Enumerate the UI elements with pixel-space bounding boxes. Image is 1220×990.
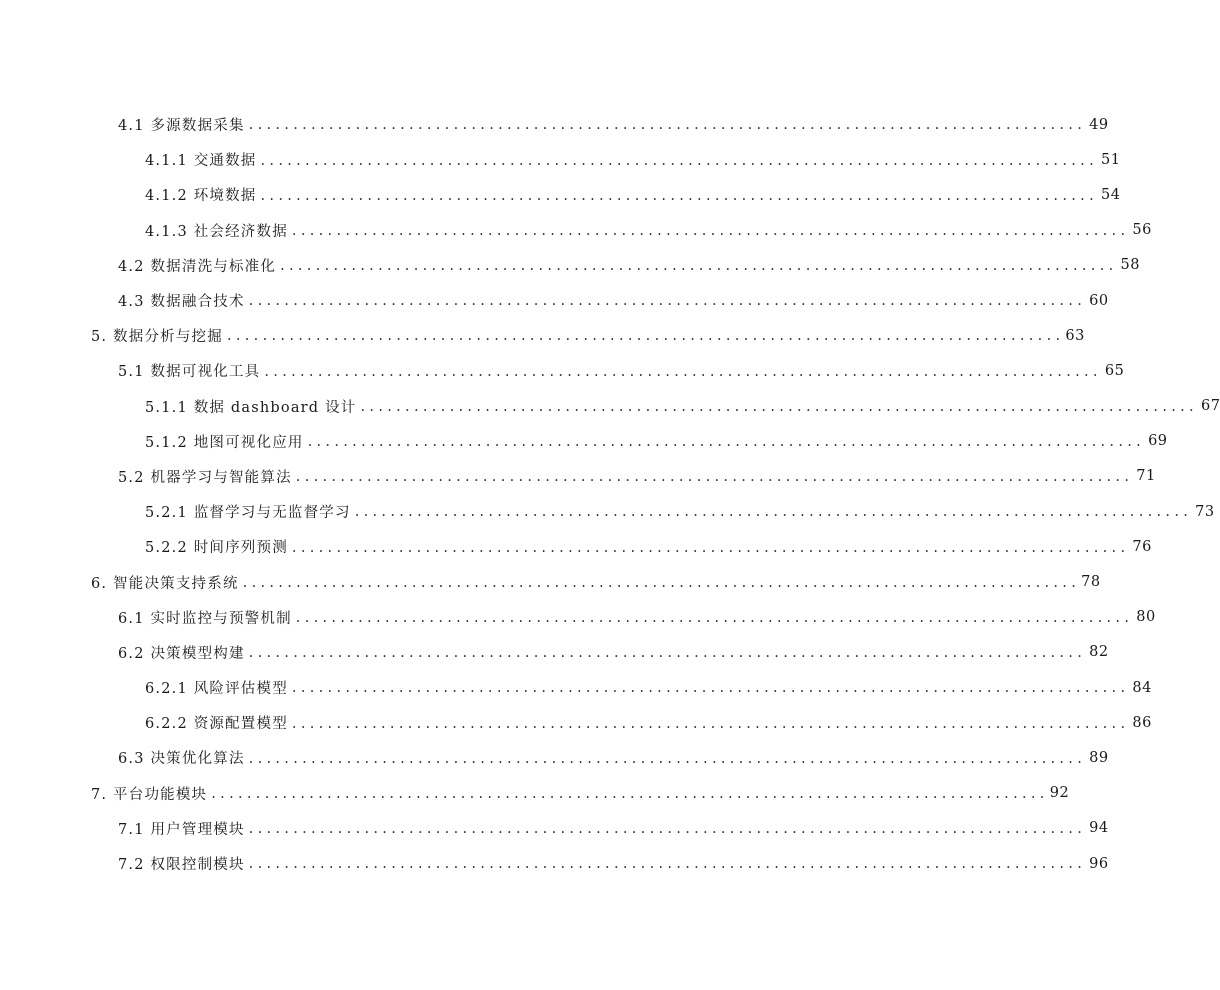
toc-entry-label: 4.3 数据融合技术: [118, 290, 247, 311]
toc-entry-label: 6.3 决策优化算法: [118, 747, 247, 768]
toc-entry-page: 92: [1049, 785, 1070, 802]
toc-entry-page: 94: [1089, 820, 1109, 837]
dot-leader: ..............................................................................................: [242, 574, 1081, 591]
dot-leader: ..............................................................................................: [354, 504, 1193, 521]
toc-entry: [0, 740, 1109, 775]
toc-entry-page: 54: [1100, 186, 1121, 203]
toc-entry-label: 6.2 决策模型构建: [118, 642, 247, 663]
dot-leader: ..............................................................................................: [360, 398, 1198, 415]
toc-entry: [0, 283, 1109, 318]
dot-leader: ..............................................................................................: [295, 609, 1134, 626]
toc-entry-label: 4.1.2 环境数据: [145, 184, 259, 205]
toc-entry-label: 7.2 权限控制模块: [118, 853, 247, 874]
toc-entry: [0, 248, 1140, 283]
toc-entry-page: 67: [1200, 398, 1220, 415]
dot-leader: ..............................................................................................: [248, 821, 1087, 838]
toc-entry-label: 5.2.2 时间序列预测: [145, 536, 290, 557]
toc-entry: [0, 705, 1152, 740]
toc-entry-page: 84: [1132, 679, 1152, 696]
toc-entry-page: 56: [1132, 222, 1152, 239]
toc-entry: [0, 177, 1121, 212]
dot-leader: ..............................................................................................: [248, 293, 1087, 310]
dot-leader: ..............................................................................................: [248, 750, 1087, 767]
toc-entry-label: 5.1 数据可视化工具: [118, 360, 262, 381]
dot-leader: ..............................................................................................: [307, 434, 1146, 451]
toc-entry: [0, 811, 1109, 846]
dot-leader: ..............................................................................................: [260, 152, 1098, 169]
toc-entry: [0, 600, 1156, 635]
toc-entry-label: 4.1.1 交通数据: [145, 149, 259, 170]
toc-entry-page: 86: [1132, 714, 1152, 731]
toc-entry-label: 6.2.1 风险评估模型: [145, 677, 290, 698]
toc-entry-page: 89: [1089, 749, 1109, 766]
toc-entry-label: 4.1.3 社会经济数据: [145, 220, 290, 241]
toc-entry: [0, 459, 1156, 494]
toc-entry: [0, 776, 1070, 811]
toc-entry: [0, 107, 1109, 142]
toc-entry-label: 6.1 实时监控与预警机制: [118, 607, 294, 628]
toc-entry: [0, 670, 1152, 705]
toc-entry: [0, 213, 1152, 248]
toc-entry-page: 76: [1132, 538, 1152, 555]
toc-entry: [0, 353, 1125, 388]
toc-entry-page: 71: [1136, 468, 1156, 485]
dot-leader: ..............................................................................................: [295, 469, 1134, 486]
dot-leader: ..............................................................................................: [248, 117, 1087, 134]
toc-entry-label: 5. 数据分析与挖掘: [91, 325, 225, 346]
toc-entry-page: 80: [1136, 609, 1156, 626]
toc-entry: [0, 635, 1109, 670]
toc-entry-page: 69: [1148, 433, 1168, 450]
toc-entry-label: 6. 智能决策支持系统: [91, 572, 241, 593]
dot-leader: ..............................................................................................: [260, 187, 1098, 204]
toc-entry: [0, 529, 1152, 564]
toc-entry-label: 7. 平台功能模块: [91, 783, 209, 804]
dot-leader: ..............................................................................................: [248, 645, 1087, 662]
dot-leader: ..............................................................................................: [248, 856, 1087, 873]
toc-entry-label: 5.2 机器学习与智能算法: [118, 466, 294, 487]
toc-entry-label: 6.2.2 资源配置模型: [145, 712, 290, 733]
toc-entry-page: 82: [1089, 644, 1109, 661]
toc-entry-page: 78: [1081, 574, 1101, 591]
toc-entry-page: 96: [1089, 855, 1109, 872]
toc-entry-label: 5.2.1 监督学习与无监督学习: [145, 501, 353, 522]
dot-leader: ..............................................................................................: [291, 222, 1130, 239]
toc-entry: [0, 389, 1220, 424]
dot-leader: ..............................................................................................: [291, 715, 1130, 732]
dot-leader: ..............................................................................................: [211, 785, 1049, 802]
toc-entry: [0, 424, 1168, 459]
toc-entry-page: 73: [1195, 503, 1215, 520]
toc-entry: [0, 846, 1109, 881]
toc-entry-page: 63: [1065, 327, 1085, 344]
dot-leader: ..............................................................................................: [264, 363, 1102, 380]
toc-entry: [0, 494, 1215, 529]
toc-entry-page: 49: [1089, 116, 1109, 133]
dot-leader: ..............................................................................................: [280, 258, 1118, 275]
toc-entry-page: 51: [1100, 151, 1121, 168]
toc-entry-label: 5.1.1 数据 dashboard 设计: [145, 396, 359, 417]
toc-entry-page: 60: [1089, 292, 1109, 309]
toc-entry: [0, 318, 1085, 353]
toc-entry-label: 7.1 用户管理模块: [118, 818, 247, 839]
toc-entry-page: 65: [1104, 362, 1125, 379]
table-of-contents: [0, 107, 1220, 881]
dot-leader: ..............................................................................................: [291, 680, 1130, 697]
dot-leader: ..............................................................................................: [226, 328, 1065, 345]
dot-leader: ..............................................................................................: [291, 539, 1130, 556]
toc-entry: [0, 564, 1101, 599]
toc-entry-page: 58: [1120, 257, 1140, 274]
toc-entry: [0, 142, 1121, 177]
toc-entry-label: 4.1 多源数据采集: [118, 114, 247, 135]
toc-entry-label: 4.2 数据清洗与标准化: [118, 255, 278, 276]
toc-entry-label: 5.1.2 地图可视化应用: [145, 431, 306, 452]
